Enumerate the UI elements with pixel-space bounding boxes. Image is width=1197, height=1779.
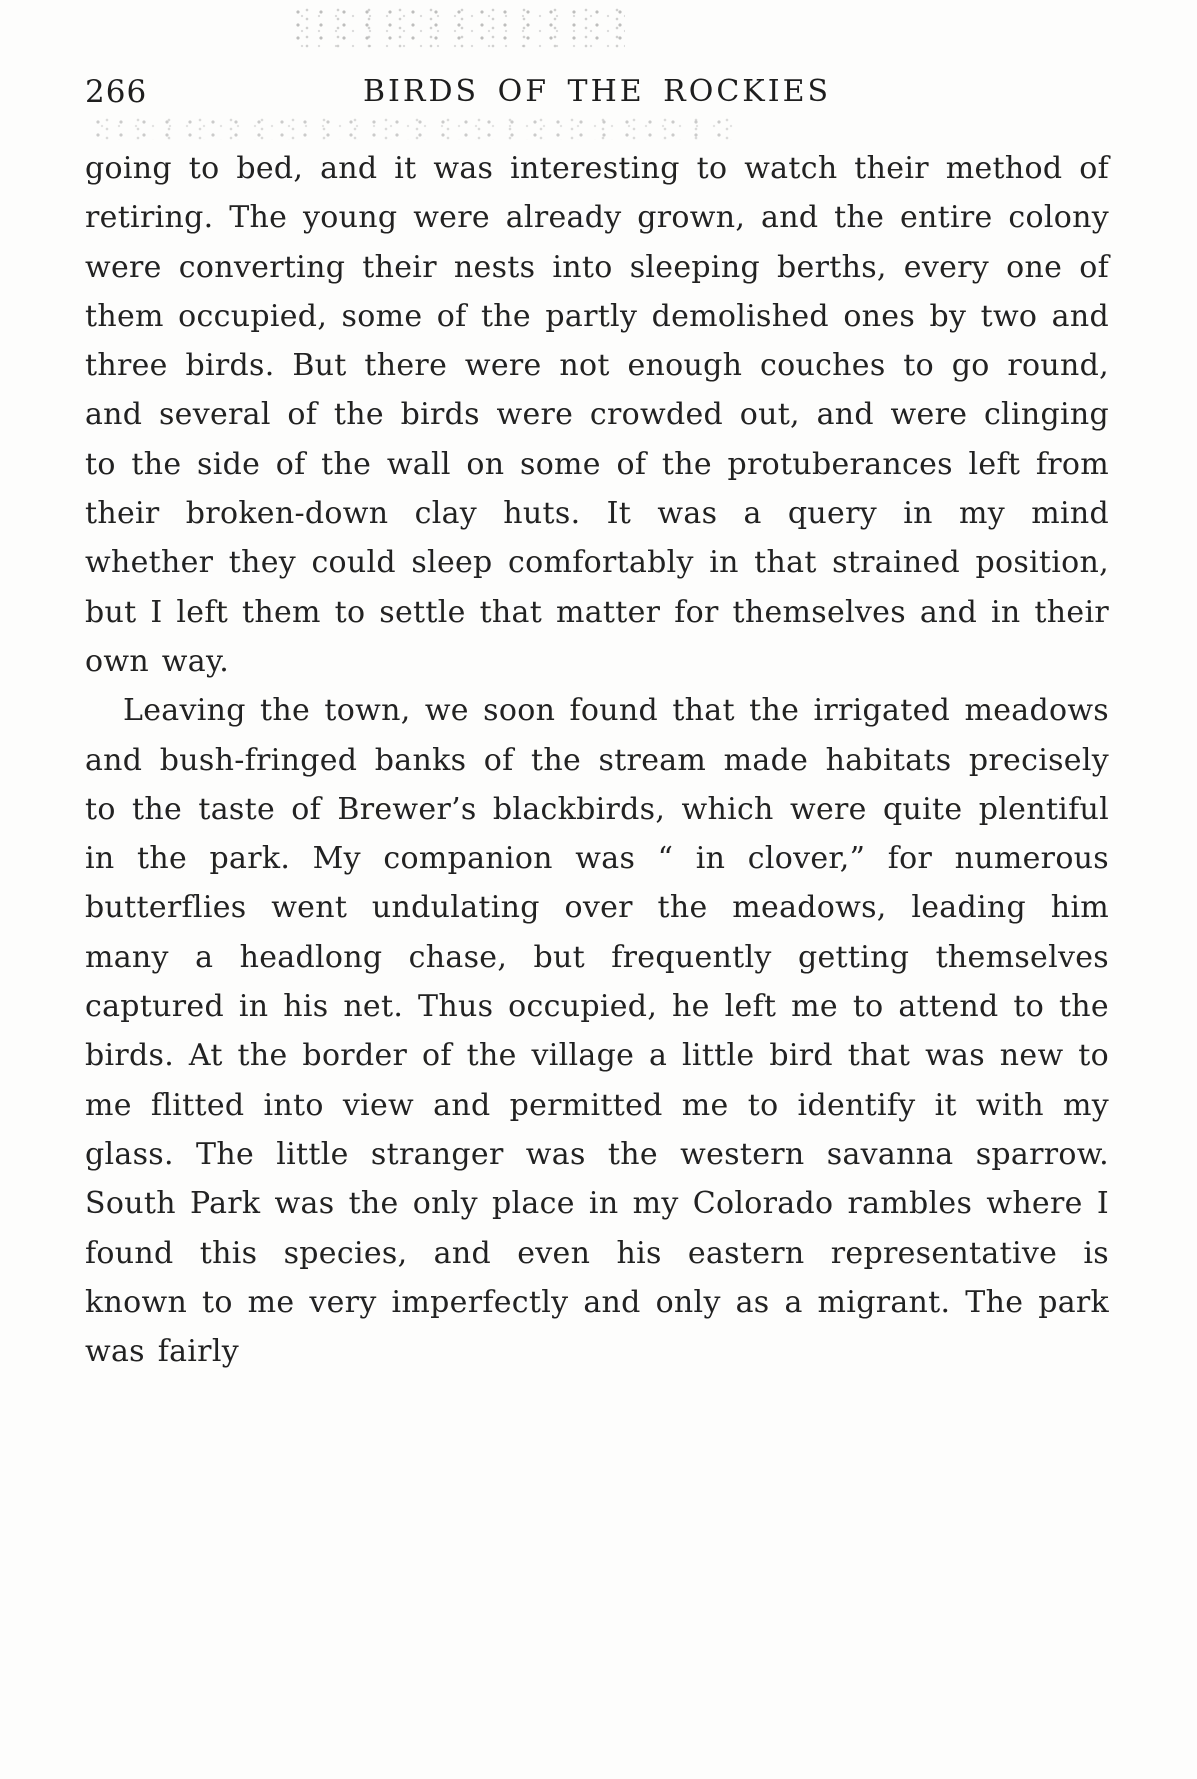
- page-number: 266: [85, 74, 148, 110]
- scan-artifact-under-header: [95, 118, 735, 140]
- page-header: [85, 0, 1109, 118]
- paragraph-2: Leaving the town, we soon found that the irrigated meadows and bush-fringed banks of the stream made habitats precisely to the taste of Brewer’s blackbirds, which were quite plentiful in the park. My companion was “ in clover,” for numerous butterflies went undulating over the meadows, leading him many a headlong chase, but frequently getting themselves captured in his net. Thus occupied, he left me to attend to the birds. At the border of the village a little bird that was new to me flitted into view and permitted me to identify it with my glass. The little stranger was the western savanna sparrow. South Park was the only place in my Colorado rambles where I found this species, and even his eastern representative is known to me very imperfectly and only as a migrant. The park was fairly: [85, 693, 1109, 1370]
- paragraph-1: going to bed, and it was interesting to watch their method of retiring. The young were already grown, and the entire colony were converting their nests into sleeping berths, every one of them occupied, some of the partly demolished ones by two and three birds. But there were not enough couches to go round, and several of the birds were crowded out, and were clinging to the side of the wall on some of the protuberances left from their broken-down clay huts. It was a query in my mind whether they could sleep comfortably in that strained position, but I left them to settle that matter for themselves and in their own way.: [85, 151, 1109, 679]
- running-title: BIRDS OF THE ROCKIES: [362, 74, 832, 109]
- page-body: [85, 144, 1109, 1376]
